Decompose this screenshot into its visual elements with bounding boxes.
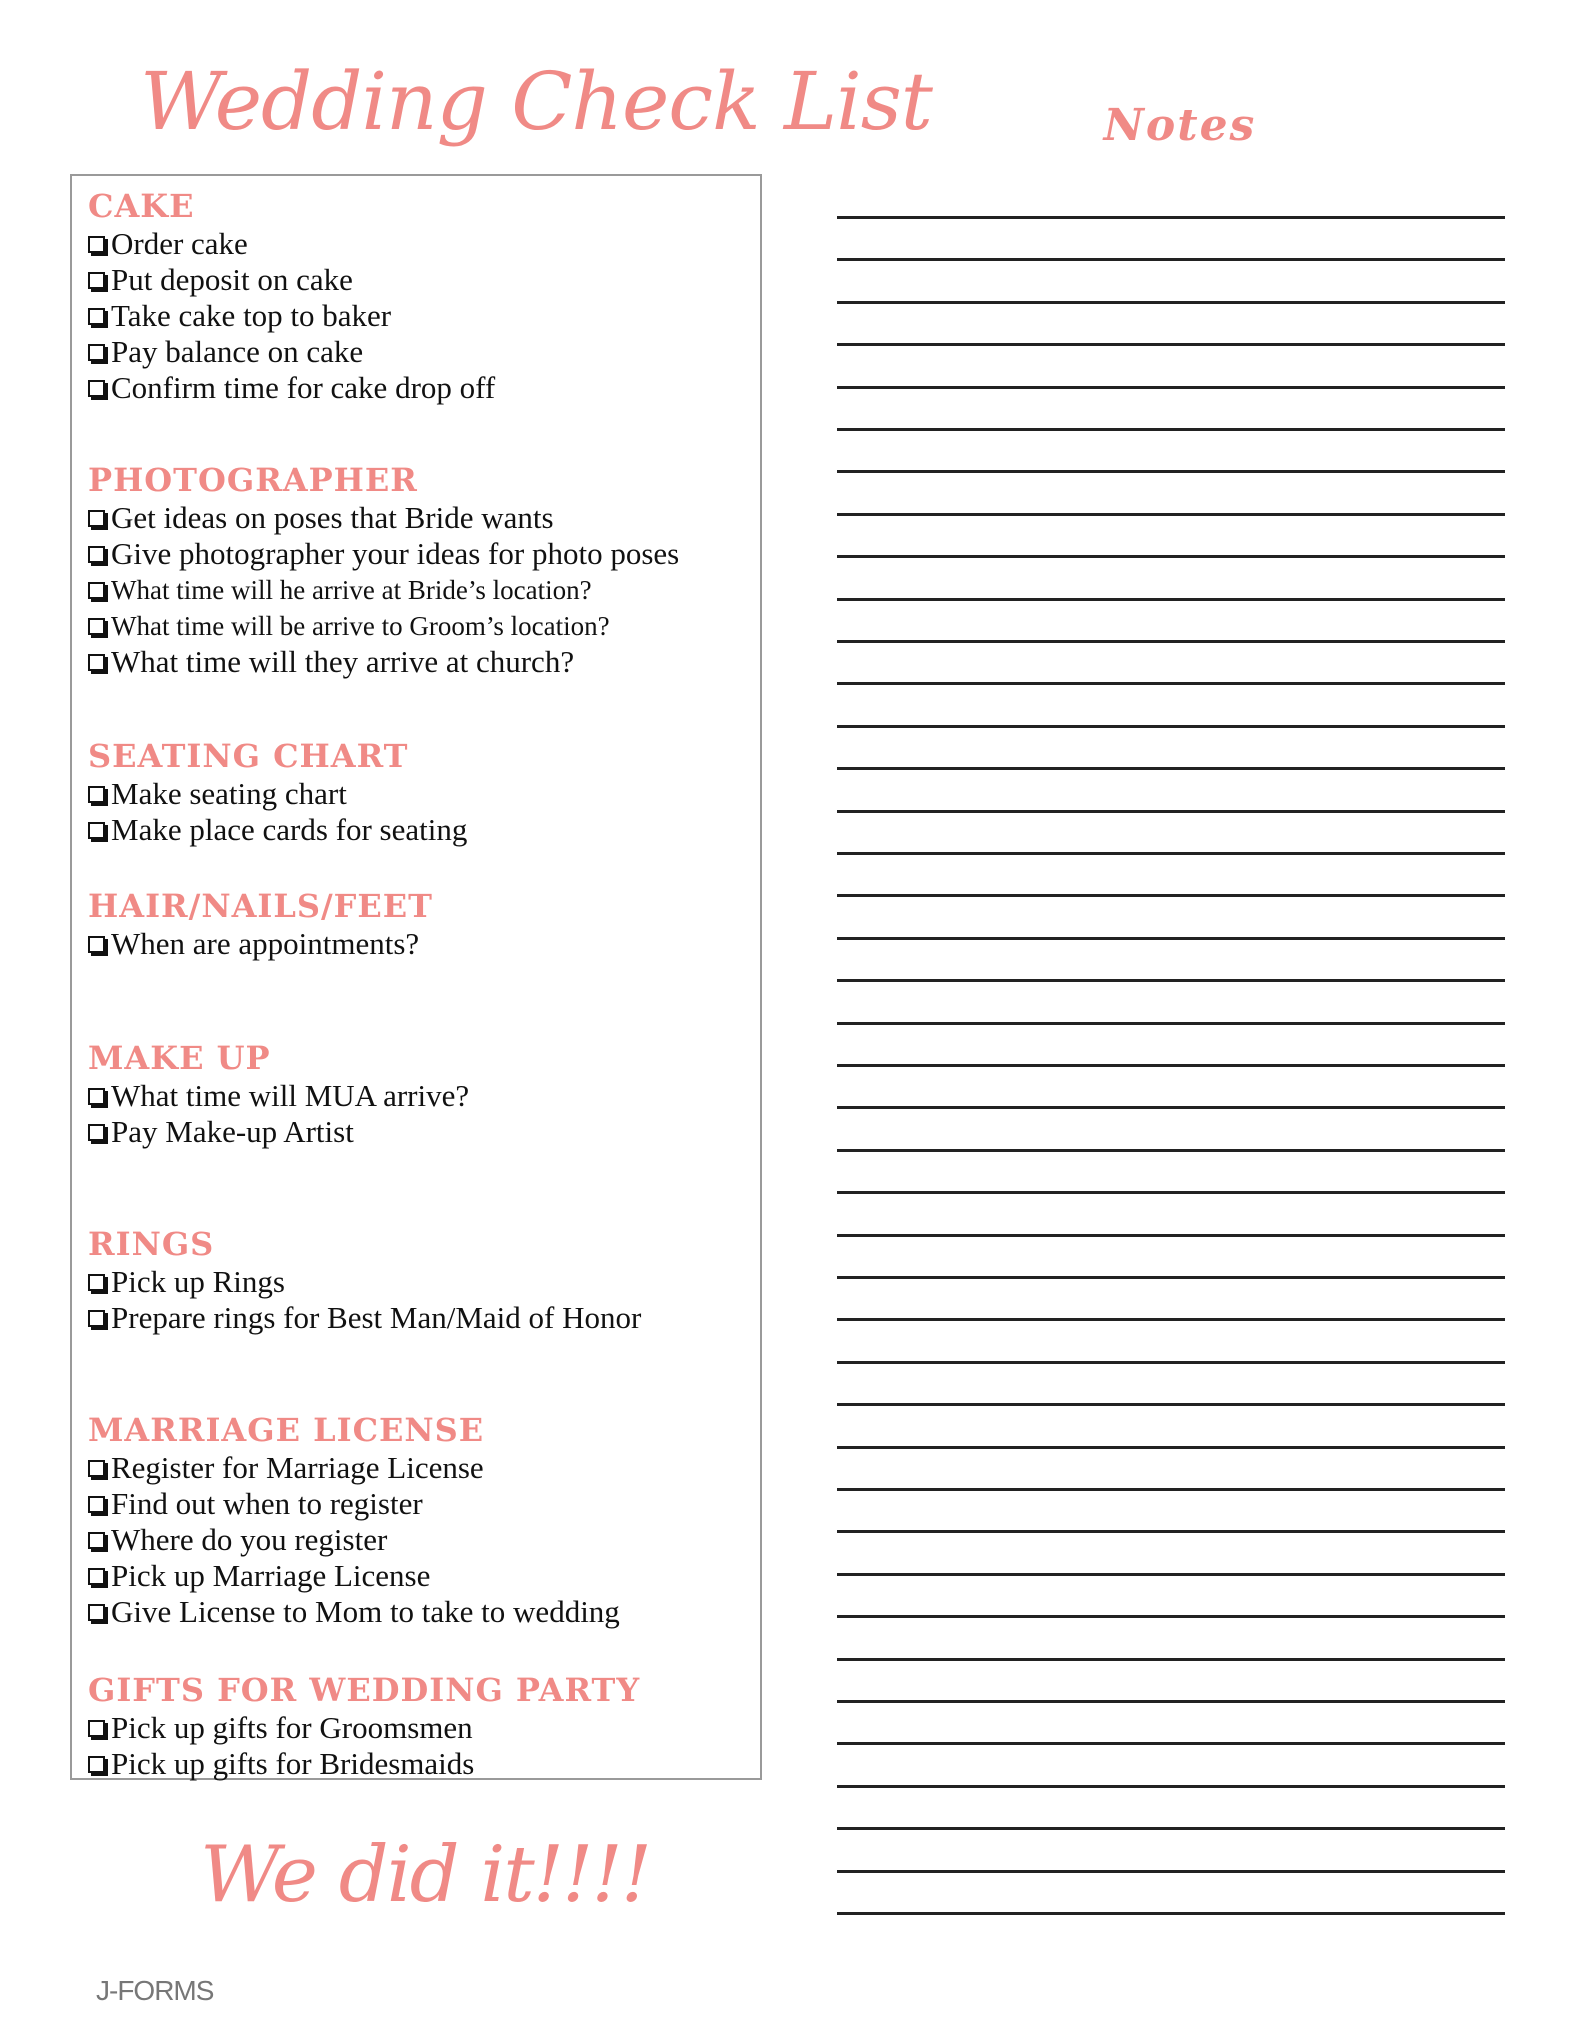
checkbox-icon[interactable] — [88, 1604, 105, 1621]
notes-writing-line — [837, 216, 1505, 219]
checkbox-icon[interactable] — [88, 308, 105, 325]
section-heading: MAKE UP — [88, 1039, 271, 1077]
section-heading: RINGS — [88, 1225, 215, 1263]
notes-writing-line — [837, 258, 1505, 261]
checkbox-icon[interactable] — [88, 236, 105, 253]
checkbox-icon[interactable] — [88, 786, 105, 803]
notes-writing-line — [837, 1742, 1505, 1745]
notes-writing-line — [837, 1191, 1505, 1194]
notes-writing-line — [837, 1870, 1505, 1873]
notes-writing-line — [837, 1912, 1505, 1915]
checklist-item[interactable] — [88, 1078, 469, 1114]
section-heading: SEATING CHART — [88, 737, 409, 775]
checkbox-icon[interactable] — [88, 654, 105, 671]
item-label: What time will be arrive to Groom’s location? — [111, 611, 610, 641]
checkbox-icon[interactable] — [88, 1532, 105, 1549]
item-label: When are appointments? — [111, 926, 420, 961]
section-heading: GIFTS FOR WEDDING PARTY — [88, 1671, 641, 1709]
checklist-item[interactable] — [88, 536, 679, 572]
notes-writing-line — [837, 1064, 1505, 1067]
page-title: Wedding Check List — [140, 55, 932, 148]
item-label: Where do you register — [111, 1522, 388, 1557]
item-label: Get ideas on poses that Bride wants — [111, 500, 554, 535]
checkbox-icon[interactable] — [88, 1274, 105, 1291]
checklist-item[interactable] — [88, 1558, 620, 1594]
notes-writing-line — [837, 1785, 1505, 1788]
item-label: Put deposit on cake — [111, 262, 353, 297]
notes-writing-line — [837, 725, 1505, 728]
notes-writing-line — [837, 598, 1505, 601]
checklist-item[interactable] — [88, 262, 495, 298]
notes-writing-line — [837, 979, 1505, 982]
notes-writing-line — [837, 1276, 1505, 1279]
checkbox-icon[interactable] — [88, 1720, 105, 1737]
notes-writing-line — [837, 1615, 1505, 1618]
checklist-item[interactable] — [88, 776, 467, 812]
checklist-item[interactable] — [88, 644, 679, 680]
checklist-item[interactable] — [88, 1746, 640, 1782]
checkbox-icon[interactable] — [88, 822, 105, 839]
notes-title: Notes — [1103, 100, 1257, 151]
checkbox-icon[interactable] — [88, 1088, 105, 1105]
checklist-item[interactable] — [88, 572, 679, 608]
notes-writing-line — [837, 682, 1505, 685]
notes-writing-line — [837, 1488, 1505, 1491]
notes-writing-line — [837, 1530, 1505, 1533]
notes-writing-line — [837, 1827, 1505, 1830]
section-cake — [88, 186, 495, 406]
checkbox-icon[interactable] — [88, 272, 105, 289]
checklist-item[interactable] — [88, 1450, 620, 1486]
checkbox-icon[interactable] — [88, 1310, 105, 1327]
section-seating-chart — [88, 736, 467, 848]
checkbox-icon[interactable] — [88, 1496, 105, 1513]
section-heading: MARRIAGE LICENSE — [88, 1411, 485, 1449]
item-label: Pick up gifts for Bridesmaids — [111, 1746, 475, 1781]
item-label: Give photographer your ideas for photo poses — [111, 536, 680, 571]
item-label: Prepare rings for Best Man/Maid of Honor — [111, 1300, 642, 1335]
notes-writing-line — [837, 767, 1505, 770]
checklist-item[interactable] — [88, 1114, 469, 1150]
notes-writing-line — [837, 1318, 1505, 1321]
checklist-item[interactable] — [88, 500, 679, 536]
checklist-item[interactable] — [88, 1522, 620, 1558]
section-hair-nails-feet — [88, 886, 433, 962]
checkbox-icon[interactable] — [88, 1568, 105, 1585]
checkbox-icon[interactable] — [88, 546, 105, 563]
checklist-item[interactable] — [88, 1264, 641, 1300]
item-label: Make seating chart — [111, 776, 347, 811]
notes-writing-line — [837, 1446, 1505, 1449]
checklist-item[interactable] — [88, 1710, 640, 1746]
notes-writing-line — [837, 555, 1505, 558]
checkbox-icon[interactable] — [88, 380, 105, 397]
section-gifts — [88, 1670, 640, 1782]
checklist-item[interactable] — [88, 1300, 641, 1336]
notes-writing-line — [837, 428, 1505, 431]
section-heading: PHOTOGRAPHER — [88, 461, 418, 499]
notes-writing-line — [837, 386, 1505, 389]
footer-slogan: We did it!!!! — [200, 1830, 651, 1920]
checkbox-icon[interactable] — [88, 1460, 105, 1477]
checklist-item[interactable] — [88, 1486, 620, 1522]
section-make-up — [88, 1038, 469, 1150]
item-label: Order cake — [111, 226, 248, 261]
item-label: Make place cards for seating — [111, 812, 468, 847]
checklist-item[interactable] — [88, 608, 679, 644]
notes-writing-line — [837, 1234, 1505, 1237]
checklist-item[interactable] — [88, 298, 495, 334]
notes-writing-line — [837, 1106, 1505, 1109]
item-label: Pick up Rings — [111, 1264, 285, 1299]
notes-writing-line — [837, 470, 1505, 473]
notes-lines — [837, 216, 1505, 1916]
section-photographer — [88, 460, 679, 680]
checkbox-icon[interactable] — [88, 1756, 105, 1773]
item-label: Pay balance on cake — [111, 334, 364, 369]
checklist-item[interactable] — [88, 926, 433, 962]
item-label: What time will they arrive at church? — [111, 644, 575, 679]
notes-writing-line — [837, 894, 1505, 897]
checkbox-icon[interactable] — [88, 510, 105, 527]
item-label: Confirm time for cake drop off — [111, 370, 496, 405]
notes-writing-line — [837, 640, 1505, 643]
checklist-item[interactable] — [88, 334, 495, 370]
item-label: Pay Make-up Artist — [111, 1114, 354, 1149]
checklist-item[interactable] — [88, 226, 495, 262]
item-label: Pick up Marriage License — [111, 1558, 431, 1593]
checkbox-icon[interactable] — [88, 344, 105, 361]
checklist-item[interactable] — [88, 812, 467, 848]
notes-writing-line — [837, 513, 1505, 516]
notes-writing-line — [837, 1700, 1505, 1703]
item-label: Pick up gifts for Groomsmen — [111, 1710, 473, 1745]
brand-label: J-FORMS — [96, 1975, 214, 2006]
item-label: Take cake top to baker — [111, 298, 392, 333]
notes-writing-line — [837, 937, 1505, 940]
checkbox-icon[interactable] — [88, 936, 105, 953]
notes-writing-line — [837, 1022, 1505, 1025]
checkbox-icon[interactable] — [88, 1124, 105, 1141]
item-label: Give License to Mom to take to wedding — [111, 1594, 620, 1629]
checklist-item[interactable] — [88, 1594, 620, 1630]
notes-writing-line — [837, 1658, 1505, 1661]
section-marriage-license — [88, 1410, 620, 1630]
section-heading: CAKE — [88, 187, 195, 225]
checkbox-icon[interactable] — [88, 582, 105, 599]
section-rings — [88, 1224, 641, 1336]
item-label: Register for Marriage License — [111, 1450, 484, 1485]
checklist-item[interactable] — [88, 370, 495, 406]
item-label: Find out when to register — [111, 1486, 423, 1521]
notes-writing-line — [837, 1403, 1505, 1406]
item-label: What time will MUA arrive? — [111, 1078, 470, 1113]
notes-writing-line — [837, 1573, 1505, 1576]
notes-writing-line — [837, 852, 1505, 855]
notes-writing-line — [837, 301, 1505, 304]
notes-writing-line — [837, 343, 1505, 346]
checkbox-icon[interactable] — [88, 618, 105, 635]
item-label: What time will he arrive at Bride’s location? — [111, 575, 592, 605]
notes-writing-line — [837, 1361, 1505, 1364]
notes-writing-line — [837, 810, 1505, 813]
section-heading: HAIR/NAILS/FEET — [88, 887, 433, 925]
notes-writing-line — [837, 1149, 1505, 1152]
checklist-box — [70, 174, 762, 1780]
